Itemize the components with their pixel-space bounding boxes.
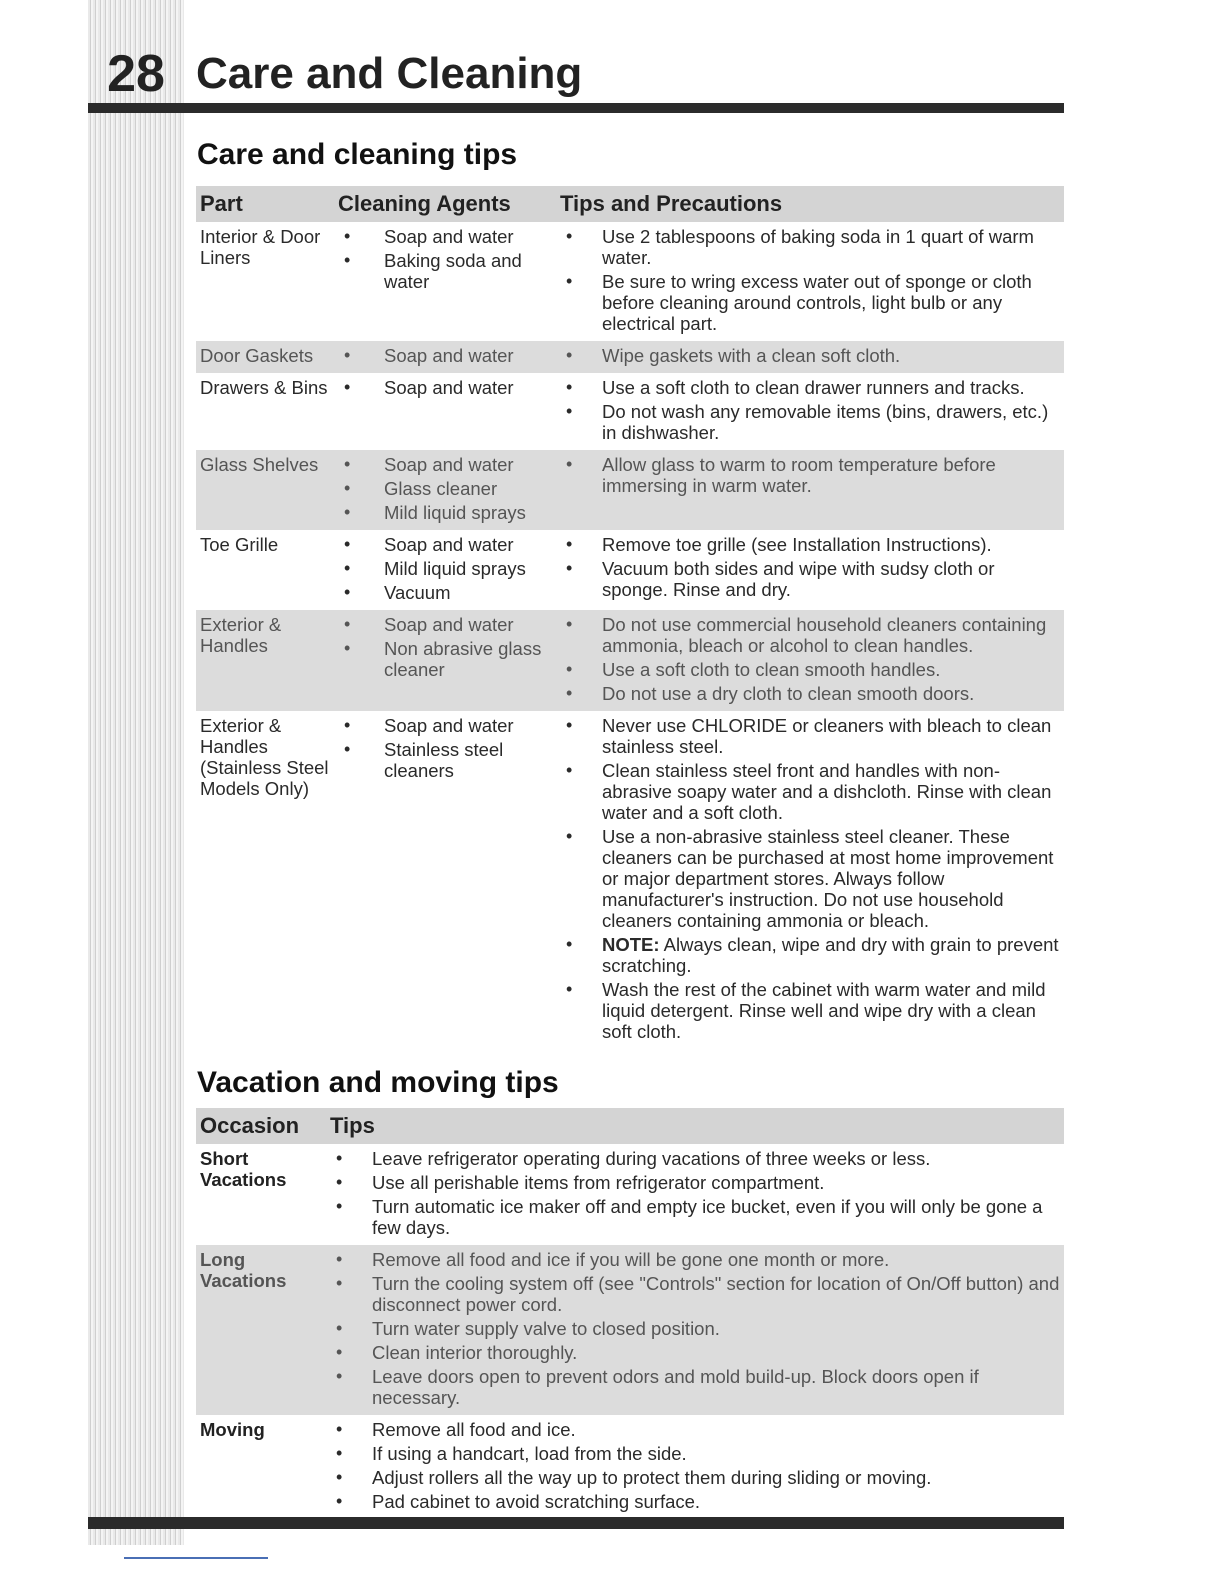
tip-item: • Pad cabinet to avoid scratching surface. — [330, 1491, 1060, 1512]
tip-item: • Turn water supply valve to closed position. — [330, 1318, 1060, 1339]
tip-item: • Do not use a dry cloth to clean smooth doors. — [560, 683, 1060, 704]
agent-item: • Soap and water — [338, 454, 552, 475]
col-vac-tips: Tips — [326, 1108, 1064, 1144]
table-row — [196, 222, 1064, 341]
tip-item: • Use a soft cloth to clean drawer runners and tracks. — [560, 377, 1060, 398]
col-agents: Cleaning Agents — [334, 186, 556, 222]
note-label: NOTE: — [602, 934, 660, 955]
tip-item: • Adjust rollers all the way up to protect them during sliding or moving. — [330, 1467, 1060, 1488]
tip-item: • Remove all food and ice. — [330, 1419, 1060, 1440]
care-table — [196, 186, 1064, 1049]
tip-item: • Remove all food and ice if you will be gone one month or more. — [330, 1249, 1060, 1270]
tip-item: • Clean stainless steel front and handles with non-abrasive soapy water and a dishcloth. Rinse with clean water and a soft cloth. — [560, 760, 1060, 823]
col-part: Part — [196, 186, 334, 222]
occasion-cell: Short Vacations — [200, 1148, 287, 1190]
agent-item: • Mild liquid sprays — [338, 558, 552, 579]
agent-item: • Soap and water — [338, 345, 552, 366]
tip-item: • Wipe gaskets with a clean soft cloth. — [560, 345, 1060, 366]
agent-item: • Stainless steel cleaners — [338, 739, 552, 781]
vacation-table — [196, 1108, 1064, 1519]
tip-item-note — [560, 934, 1060, 976]
col-occasion: Occasion — [196, 1108, 326, 1144]
tip-item: • Leave refrigerator operating during vacations of three weeks or less. — [330, 1148, 1060, 1169]
agent-item: • Vacuum — [338, 582, 552, 603]
table-row — [196, 530, 1064, 610]
part-cell: Toe Grille — [200, 534, 279, 555]
table-row — [196, 1245, 1064, 1415]
footer-accent-line — [124, 1557, 268, 1559]
occasion-cell: Moving — [200, 1419, 265, 1440]
care-section-title: Care and cleaning tips — [197, 138, 518, 171]
agent-item: • Baking soda and water — [338, 250, 552, 292]
table-row — [196, 610, 1064, 711]
vacation-table-header — [196, 1108, 1064, 1144]
tip-item: • Clean interior thoroughly. — [330, 1342, 1060, 1363]
tip-item: • Use a non-abrasive stainless steel cleaner. These cleaners can be purchased at most home improvement or major department stores. Always follow manufacturer's instruction. Do not use household cleaners containing ammonia or bleach. — [560, 826, 1060, 931]
table-row — [196, 711, 1064, 1049]
tip-item: • Use a soft cloth to clean smooth handles. — [560, 659, 1060, 680]
table-row — [196, 373, 1064, 450]
page-title: Care and Cleaning — [196, 49, 583, 98]
care-table-header — [196, 186, 1064, 222]
footer-rule — [88, 1517, 1064, 1529]
agent-item: • Soap and water — [338, 614, 552, 635]
header-rule — [88, 103, 1064, 113]
tip-item: • Use 2 tablespoons of baking soda in 1 quart of warm water. — [560, 226, 1060, 268]
tip-item: • Turn automatic ice maker off and empty ice bucket, even if you will only be gone a few days. — [330, 1196, 1060, 1238]
part-cell: Interior & Door Liners — [200, 226, 321, 268]
part-cell: Exterior & Handles — [196, 610, 334, 711]
agent-item: • Soap and water — [338, 226, 552, 247]
table-row — [196, 341, 1064, 373]
tip-item: • Use all perishable items from refrigerator compartment. — [330, 1172, 1060, 1193]
side-strip — [88, 0, 184, 1545]
agent-item: • Soap and water — [338, 377, 552, 398]
table-row — [196, 1415, 1064, 1519]
agent-item: • Glass cleaner — [338, 478, 552, 499]
page-number: 28 — [107, 45, 165, 103]
tip-item: • Be sure to wring excess water out of sponge or cloth before cleaning around controls, light bulb or any electrical part. — [560, 271, 1060, 334]
table-row — [196, 450, 1064, 530]
col-tips: Tips and Precautions — [556, 186, 1064, 222]
agent-item: • Mild liquid sprays — [338, 502, 552, 523]
part-cell: Door Gaskets — [196, 341, 334, 373]
tip-item: • Never use CHLORIDE or cleaners with bleach to clean stainless steel. — [560, 715, 1060, 757]
tip-item: • Vacuum both sides and wipe with sudsy cloth or sponge. Rinse and dry. — [560, 558, 1060, 600]
agent-item: • Non abrasive glass cleaner — [338, 638, 552, 680]
occasion-cell: Long Vacations — [196, 1245, 326, 1415]
tip-item: • Do not use commercial household cleaners containing ammonia, bleach or alcohol to clean handles. — [560, 614, 1060, 656]
agent-item: • Soap and water — [338, 534, 552, 555]
part-cell: Drawers & Bins — [200, 377, 328, 398]
tip-item: • Wash the rest of the cabinet with warm water and mild liquid detergent. Rinse well and wipe dry with a clean soft cloth. — [560, 979, 1060, 1042]
tip-item: • Do not wash any removable items (bins, drawers, etc.) in dishwasher. — [560, 401, 1060, 443]
tip-item: • If using a handcart, load from the side. — [330, 1443, 1060, 1464]
part-cell: Exterior & Handles (Stainless Steel Models Only) — [200, 715, 329, 799]
tip-item: • Leave doors open to prevent odors and mold build-up. Block doors open if necessary. — [330, 1366, 1060, 1408]
note-text: Always clean, wipe and dry with grain to prevent scratching. — [602, 934, 1059, 976]
tip-item: • Allow glass to warm to room temperature before immersing in warm water. — [560, 454, 1060, 496]
vacation-section-title: Vacation and moving tips — [197, 1066, 559, 1099]
agent-item: • Soap and water — [338, 715, 552, 736]
tip-item: • Remove toe grille (see Installation Instructions). — [560, 534, 1060, 555]
tip-item: • Turn the cooling system off (see "Controls" section for location of On/Off button) and disconnect power cord. — [330, 1273, 1060, 1315]
table-row — [196, 1144, 1064, 1245]
part-cell: Glass Shelves — [196, 450, 334, 530]
